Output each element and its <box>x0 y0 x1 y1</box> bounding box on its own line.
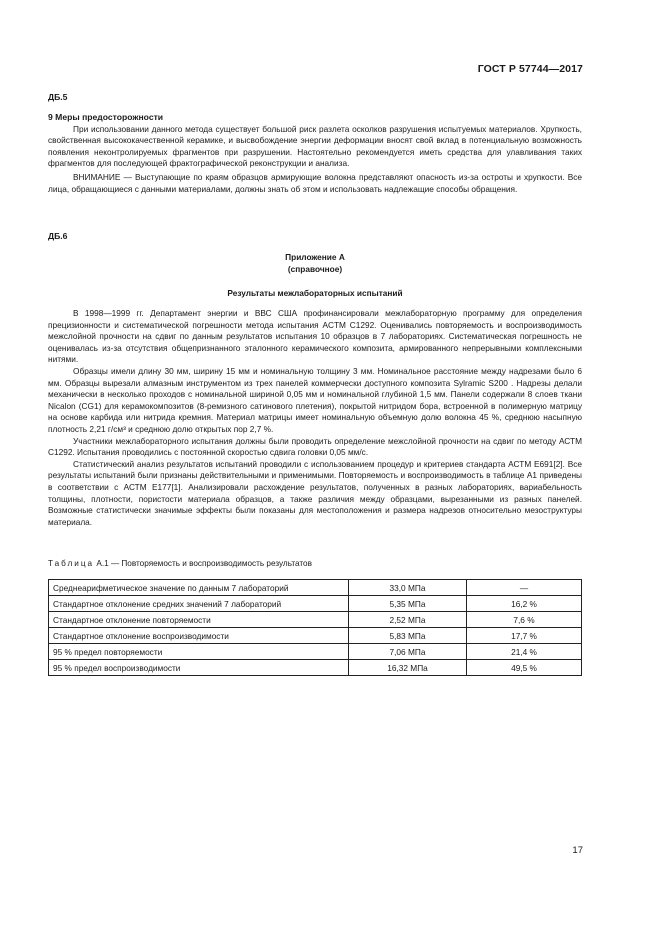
section-9-heading: 9 Меры предосторожности <box>48 112 164 122</box>
appendix-title: Приложение А <box>285 252 345 262</box>
percent-cell: 17,7 % <box>467 628 582 644</box>
section-db6 <box>48 231 582 243</box>
table-caption-text: А.1 — Повторяемость и воспроизводимость результатов <box>96 559 312 568</box>
appendix-subtitle: (справочное) <box>287 263 343 274</box>
table-caption <box>48 558 582 570</box>
parameter-cell: Стандартное отклонение воспроизводимости <box>49 628 349 644</box>
percent-cell: 16,2 % <box>467 596 582 612</box>
value-cell: 5,83 МПа <box>349 628 467 644</box>
value-cell: 7,06 МПа <box>349 644 467 660</box>
percent-cell: — <box>467 580 582 596</box>
section-db5 <box>48 92 582 104</box>
percent-cell: 7,6 % <box>467 612 582 628</box>
appendix-paragraph-3: Участники межлабораторного испытания должны были проводить определение межслойной прочности на сдвиг по методу АСТМ С1292. Испытания проводились с постоянной скоростью сдвига головки 0,05 мм/с. <box>48 435 582 458</box>
value-cell: 5,35 МПа <box>349 596 467 612</box>
appendix-header <box>48 252 582 275</box>
table-row <box>49 580 582 596</box>
parameter-cell: Среднеарифметическое значение по данным 7 лабораторий <box>49 580 349 596</box>
value-cell: 16,32 МПа <box>349 660 467 676</box>
appendix-paragraph-4: Статистический анализ результатов испытаний проводили с использованием процедур и критериев стандарта АСТМ Е691[2]. Все результаты испытаний были признаны действительными и применимыми. Повторяемость и воспроизводимость в таблице А1 приведены в соответствии с АСТМ Е177[1]. Анализировали расхождение результатов, полученных в разных лабораториях, вариабельность толщины, плотности, пористости материала образцов, а также различия между образцами, вырезанными из разных панелей. Возможные статистически значимые эффекты были показаны для местоположения и размера надрезов относительно мезоструктуры материала. <box>48 458 582 527</box>
value-cell: 33,0 МПа <box>349 580 467 596</box>
appendix-body <box>48 308 582 528</box>
section-9 <box>48 112 582 195</box>
db5-label: ДБ.5 <box>48 92 68 102</box>
value-cell: 2,52 МПа <box>349 612 467 628</box>
table-row <box>49 660 582 676</box>
parameter-cell: Стандартное отклонение повторяемости <box>49 612 349 628</box>
parameter-cell: 95 % предел повторяемости <box>49 644 349 660</box>
page-number: 17 <box>572 845 583 856</box>
section-9-paragraph-2: ВНИМАНИЕ — Выступающие по краям образцов армирующие волокна представляют опасность из-за остроты и хрупкости. Все лица, обращающиеся с данными материалами, должны знать об этом и использовать надлежащие способы обращения. <box>48 171 582 194</box>
table-caption-word: Таблица <box>48 559 95 568</box>
table-row <box>49 644 582 660</box>
standard-number: ГОСТ Р 57744—2017 <box>477 63 583 75</box>
table-row <box>49 596 582 612</box>
appendix-heading: Результаты межлабораторных испытаний <box>227 288 403 298</box>
appendix-paragraph-2: Образцы имели длину 30 мм, ширину 15 мм и номинальную толщину 3 мм. Номинальное расстояние между надрезами было 6 мм. Образцы вырезали алмазным инструментом из трех панелей коммерчески доступного композита Sylramic S200 . Надрезы делали механически в несколько проходов с номинальной шириной 0,05 мм и номинальной глубиной 1,5 мм. Панели содержали 8 слоев ткани Nicalon (CG1) для керамокомпозитов (8-ремизного сатинового плетения), покрытой нитридом бора, встроенной в полимерную матрицу на основе карбида или нитрида кремния. Материал матрицы имеет номинальную объемную долю волокна 45 %, среднюю насыпную плотность 2,21 г/см³ и среднюю долю открытых пор 2,7 %. <box>48 365 582 434</box>
appendix-paragraph-1: В 1998—1999 гг. Департамент энергии и ВВС США профинансировали межлабораторную программу для определения прецизионности и систематической погрешности метода испытания ACTM C1292. Оценивались повторяемость и воспроизводимость межслойной прочности на сдвиг по данным результатов испытания 10 образцов в 7 лабораториях. Систематическая погрешность не оценивалась из-за отсутствия общепризнанного эталонного керамического композита, армированного непрерывными комплексными нитями. <box>48 308 582 365</box>
table-row <box>49 612 582 628</box>
appendix-heading-block <box>48 288 582 300</box>
percent-cell: 49,5 % <box>467 660 582 676</box>
results-table <box>48 579 582 676</box>
table-row <box>49 628 582 644</box>
section-9-paragraph-1: При использовании данного метода существует большой риск разлета осколков разрушения испытуемых материалов. Хрупкость, свойственная высококачественной керамике, и высвобождение энергии деформации вносят свой вклад в потенциальную возможность появления неконтролируемых фрагментов при разрушении. Настоятельно рекомендуется иметь средства для улавливания таких фрагментов для последующей фрактографической реконструкции и анализа. <box>48 123 582 169</box>
db6-label: ДБ.6 <box>48 231 68 241</box>
parameter-cell: 95 % предел воспроизводимости <box>49 660 349 676</box>
percent-cell: 21,4 % <box>467 644 582 660</box>
parameter-cell: Стандартное отклонение средних значений 7 лабораторий <box>49 596 349 612</box>
